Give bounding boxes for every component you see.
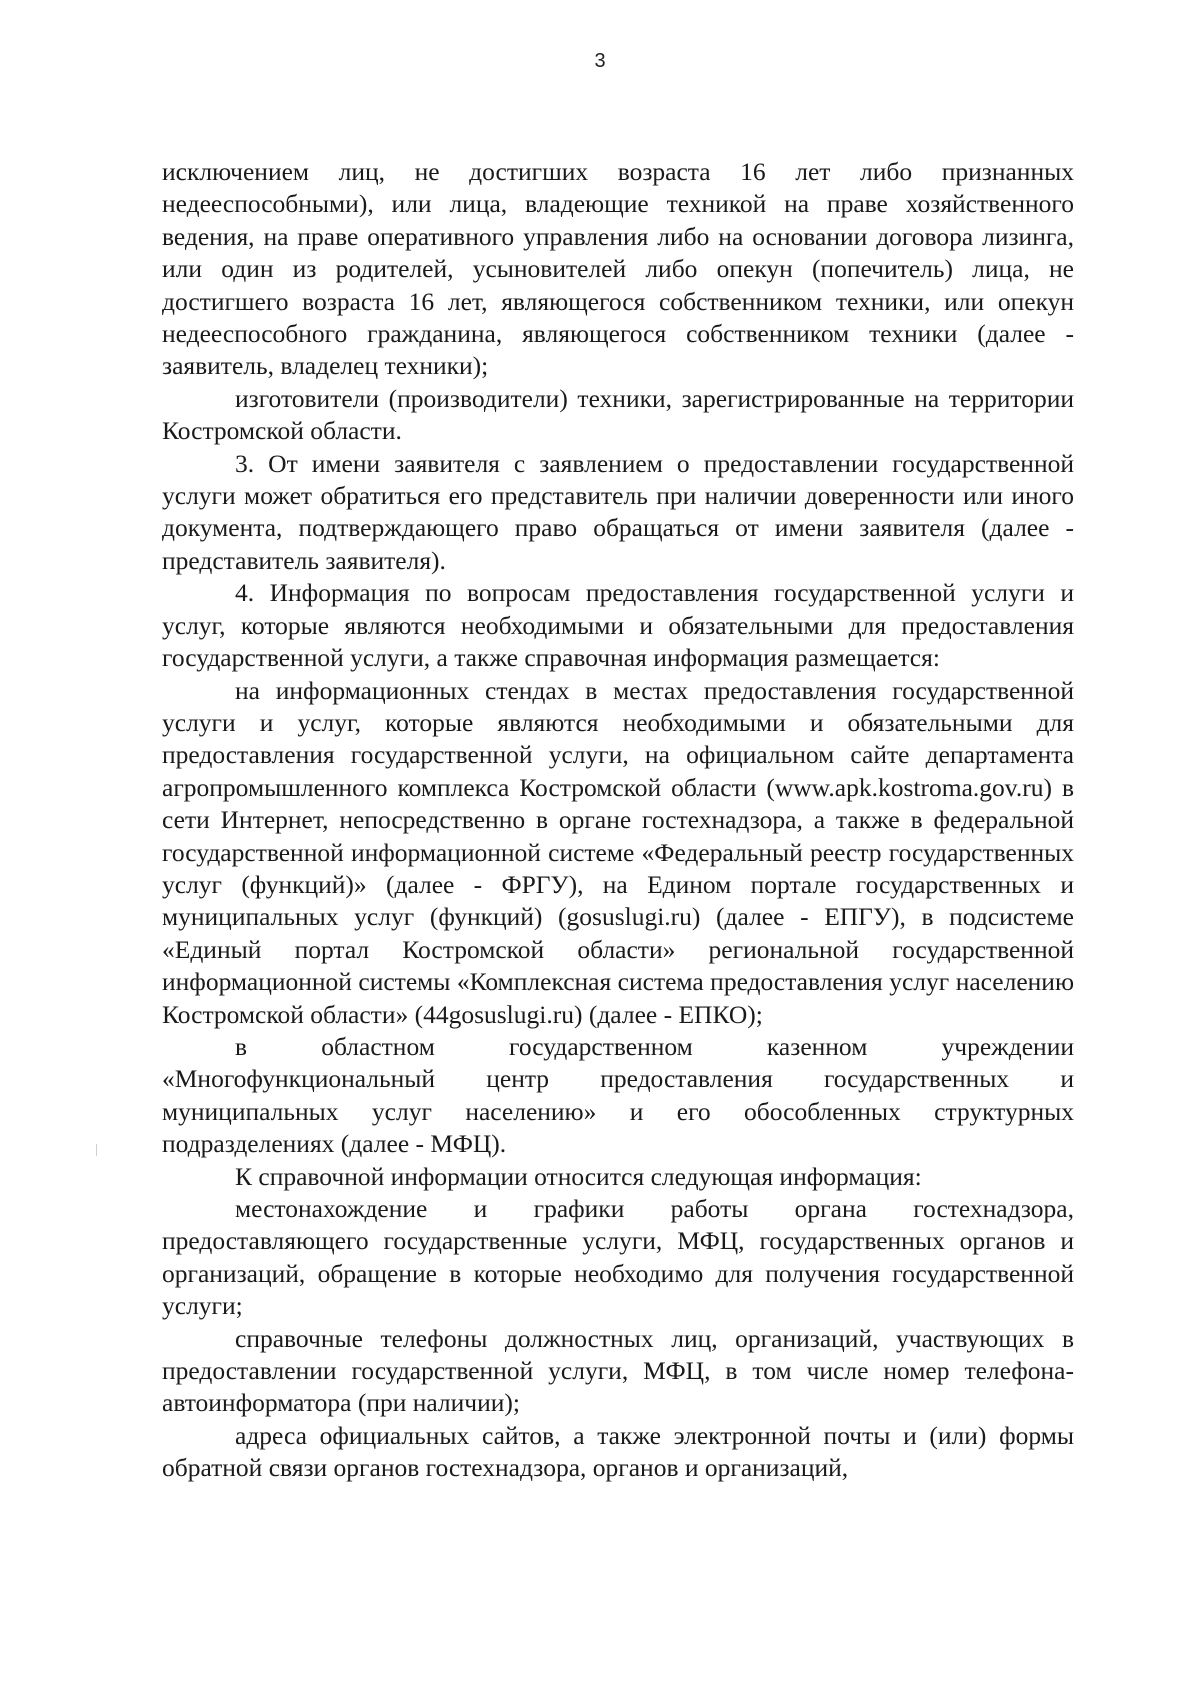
paragraph-websites: адреса официальных сайтов, а также электронной почты и (или) формы обратной связи органов гостехнадзора, органов и организаций, bbox=[162, 1420, 1074, 1483]
paragraph-continuation: исключением лиц, не достигших возраста 16 лет либо признанных недееспособными), или лица, владеющие техникой на праве хозяйственного ведения, на праве оперативного управления либо на основании договора лизинга, или один из родителей, усыновителей либо опекун (попечитель) лица, не достигшего возраста 16 лет, являющегося собственником техники, или опекун недееспособного гражданина, являющегося собственником техники (далее - заявитель, владелец техники); bbox=[162, 157, 1074, 381]
paragraph-mfc: в областном государственном казенном учреждении «Многофункциональный центр предоставления государственных и муниципальных услуг населению» и его обособленных структурных подразделениях (далее - МФЦ). bbox=[162, 1031, 1074, 1159]
paragraph-phones: справочные телефоны должностных лиц, организаций, участвующих в предоставлении государственной услуги, МФЦ, в том числе номер телефона-автоинформатора (при наличии); bbox=[162, 1323, 1074, 1418]
paragraph-reference-info: К справочной информации относится следующая информация: bbox=[235, 1161, 922, 1191]
paragraph-3-representative: 3. От имени заявителя с заявлением о предоставлении государственной услуги может обратиться его представитель при наличии доверенности или иного документа, подтверждающего право обращаться от имени заявителя (далее - представитель заявителя). bbox=[162, 448, 1074, 575]
paragraph-4-information: 4. Информация по вопросам предоставления государственной услуги и услуг, которые являются необходимыми и обязательными для предоставления государственной услуги, а также справочная информация размещается: bbox=[162, 578, 1074, 673]
paragraph-location-schedule: местонахождение и графики работы органа гостехнадзора, предоставляющего государственные услуги, МФЦ, государственных органов и организаций, обращение в которые необходимо для получения государственной услуги; bbox=[162, 1194, 1074, 1321]
page-number: 3 bbox=[594, 50, 606, 72]
paragraph-manufacturers: изготовители (производители) техники, зарегистрированные на территории Костромской области. bbox=[162, 383, 1074, 446]
scan-artifact bbox=[96, 1144, 97, 1156]
document-body bbox=[162, 156, 1074, 1485]
paragraph-info-stands: на информационных стендах в местах предоставления государственной услуги и услуг, которые являются необходимыми и обязательными для предоставления государственной услуги, на официальном сайте департамента агропромышленного комплекса Костромской области (www.apk.kostroma.gov.ru) в сети Интернет, непосредственно в органе гостехнадзора, а также в федеральной государственной информационной системе «Федеральный реестр государственных услуг (функций)» (далее - ФРГУ), на Едином портале государственных и муниципальных услуг (функций) (gosuslugi.ru) (далее - ЕПГУ), в подсистеме «Единый портал Костромской области» региональной государственной информационной системы «Комплексная система предоставления услуг населению Костромской области» (44gosuslugi.ru) (далее - ЕПКО); bbox=[162, 675, 1074, 1029]
